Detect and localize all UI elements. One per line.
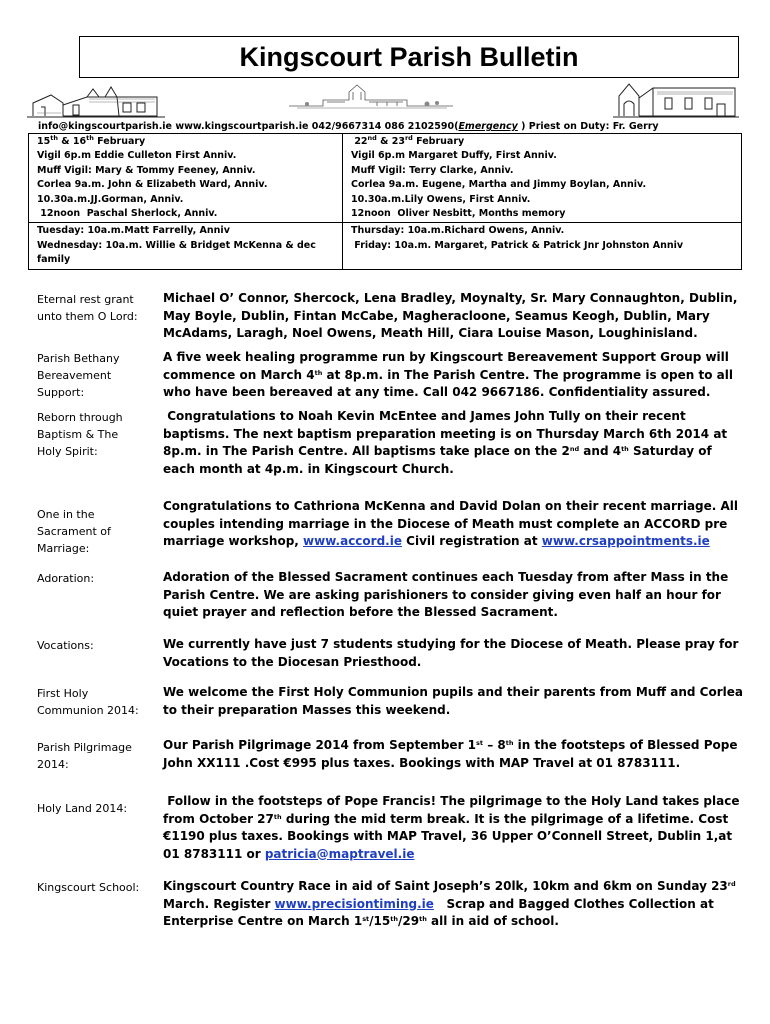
notice-body: Kingscourt Country Race in aid of Saint Joseph’s 20lk, 10km and 6km on Sunday 23rd March. Register www.precisiontiming.ie Scrap and Bagged Clothes Collection at Enterprise Centre on March 1st/15th/29th all in aid of school. bbox=[163, 879, 736, 928]
notice-label: Adoration: bbox=[37, 572, 95, 585]
mass-line: Thursday: 10a.m.Richard Owens, Anniv. bbox=[351, 225, 565, 237]
notice-label: Eternal rest grant unto them O Lord: bbox=[37, 293, 138, 323]
mass-line: Corlea 9a.m. Eugene, Martha and Jimmy Boylan, Anniv. bbox=[351, 179, 647, 191]
email-link[interactable]: info@kingscourtparish.ie bbox=[38, 121, 172, 132]
mass-line: Corlea 9a.m. John & Elizabeth Ward, Anniv. bbox=[37, 179, 268, 191]
church-sketch-left bbox=[27, 83, 167, 119]
notice-body: We currently have just 7 students studying for the Diocese of Meath. Please pray for Vocations to the Diocesan Priesthood. bbox=[163, 637, 739, 669]
mass-line: 12noon Paschal Sherlock, Anniv. bbox=[37, 208, 218, 220]
notice-body: A five week healing programme run by Kingscourt Bereavement Support Group will commence on March 4th at 8p.m. in The Parish Centre. The programme is open to all who have been bereaved at any time. Call 042 9667186. Confidentiality assured. bbox=[163, 350, 733, 399]
precision-timing-link[interactable]: www.precisiontiming.ie bbox=[274, 896, 434, 911]
mass-intentions-table bbox=[28, 133, 742, 270]
contact-line bbox=[38, 121, 738, 132]
weekday-right-cell bbox=[343, 223, 742, 269]
accord-link[interactable]: www.accord.ie bbox=[303, 534, 402, 548]
crs-appointments-link[interactable]: www.crsappointments.ie bbox=[541, 534, 710, 548]
notice-body: Congratulations to Noah Kevin McEntee and James John Tully on their recent baptisms. The next baptism preparation meeting is on Thursday March 6th 2014 at 8p.m. in The Parish Centre. All baptisms take place on the 2nd and 4th Saturday of each month at 4p.m. in Kingscourt Church. bbox=[163, 409, 732, 476]
notice-body: Congratulations to Cathriona McKenna and David Dolan on their recent marriage. All couples intending marriage in the Diocese of Meath must complete an ACCORD pre marriage workshop, www.accord.ie Civil registration at www.crsappointments.ie bbox=[163, 499, 739, 548]
weekend-right-date: 22nd & 23rd February bbox=[354, 134, 465, 147]
mass-line: Friday: 10a.m. Margaret, Patrick & Patrick Jnr Johnston Anniv bbox=[351, 239, 684, 251]
emergency-label: Emergency bbox=[458, 121, 518, 132]
notice-body: Michael O’ Connor, Shercock, Lena Bradley, Moynalty, Sr. Mary Connaughton, Dublin, May Boyle, Dublin, Fintan McCabe, Magheracloone, Seamus Keogh, Dublin, Mary McAdams, Laragh, Noel Owens, Meath Hill, Ciara Louise Mason, Loughinisland. bbox=[163, 291, 738, 340]
priest-on-duty: ) Priest on Duty: Fr. Gerry bbox=[521, 121, 659, 132]
notice-body: We welcome the First Holy Communion pupils and their parents from Muff and Corlea to their preparation Masses this weekend. bbox=[163, 685, 743, 717]
notice-body: Adoration of the Blessed Sacrament continues each Tuesday from after Mass in the Parish Centre. We are asking parishioners to consider giving even half an hour for quiet prayer and reflection before the Blessed Sacrament. bbox=[163, 570, 729, 619]
mobile-number: 086 2102590( bbox=[384, 121, 459, 132]
notice-label: Parish Pilgrimage 2014: bbox=[37, 741, 132, 771]
mass-line: Muff Vigil: Terry Clarke, Anniv. bbox=[351, 164, 514, 176]
page-title: Kingscourt Parish Bulletin bbox=[239, 42, 579, 72]
weekday-left-cell bbox=[29, 223, 343, 269]
church-sketch-right bbox=[613, 80, 741, 120]
notice-label: Kingscourt School: bbox=[37, 881, 140, 894]
building-sketch-center bbox=[287, 82, 455, 112]
weekend-left-date: 15th & 16th February bbox=[37, 134, 146, 147]
notice-label: Parish Bethany Bereavement Support: bbox=[37, 352, 120, 399]
phone-number: 042/9667314 bbox=[311, 121, 382, 132]
notice-body: Follow in the footsteps of Pope Francis! The pilgrimage to the Holy Land takes place from October 27th during the mid term break. It is the pilgrimage of a lifetime. Cost €1190 plus taxes. Bookings with MAP Travel, 36 Upper O’Connell Street, Dublin 1,at 01 8783111 or patricia@maptravel.ie bbox=[163, 794, 744, 861]
mass-line: Vigil 6p.m Eddie Culleton First Anniv. bbox=[37, 150, 237, 162]
mass-line: Wednesday: 10a.m. Willie & Bridget McKenna & dec bbox=[37, 239, 316, 251]
notice-body: Our Parish Pilgrimage 2014 from September 1st – 8th in the footsteps of Blessed Pope John XX111 .Cost €995 plus taxes. Bookings with MAP Travel at 01 8783111. bbox=[163, 738, 738, 770]
bulletin-title-box bbox=[79, 36, 739, 78]
weekend-right-cell bbox=[343, 134, 742, 223]
mass-line: 10.30a.m.JJ.Gorman, Anniv. bbox=[37, 193, 184, 205]
map-travel-email-link[interactable]: patricia@maptravel.ie bbox=[264, 846, 415, 861]
notice-label: Vocations: bbox=[37, 639, 94, 652]
notice-label: Reborn through Baptism & The Holy Spirit: bbox=[37, 411, 123, 458]
mass-line: 12noon Oliver Nesbitt, Months memory bbox=[351, 208, 566, 220]
mass-line: Tuesday: 10a.m.Matt Farrelly, Anniv bbox=[37, 225, 230, 237]
website-link[interactable]: www.kingscourtparish.ie bbox=[175, 121, 309, 132]
mass-line: Vigil 6p.m Margaret Duffy, First Anniv. bbox=[351, 150, 557, 162]
weekend-left-cell bbox=[29, 134, 343, 223]
notice-label: One in the Sacrament of Marriage: bbox=[37, 508, 111, 555]
mass-line: family bbox=[37, 254, 71, 266]
notice-label: Holy Land 2014: bbox=[37, 802, 128, 815]
mass-line: 10.30a.m.Lily Owens, First Anniv. bbox=[351, 193, 531, 205]
mass-line: Muff Vigil: Mary & Tommy Feeney, Anniv. bbox=[37, 164, 256, 176]
notice-label: First Holy Communion 2014: bbox=[37, 687, 139, 717]
